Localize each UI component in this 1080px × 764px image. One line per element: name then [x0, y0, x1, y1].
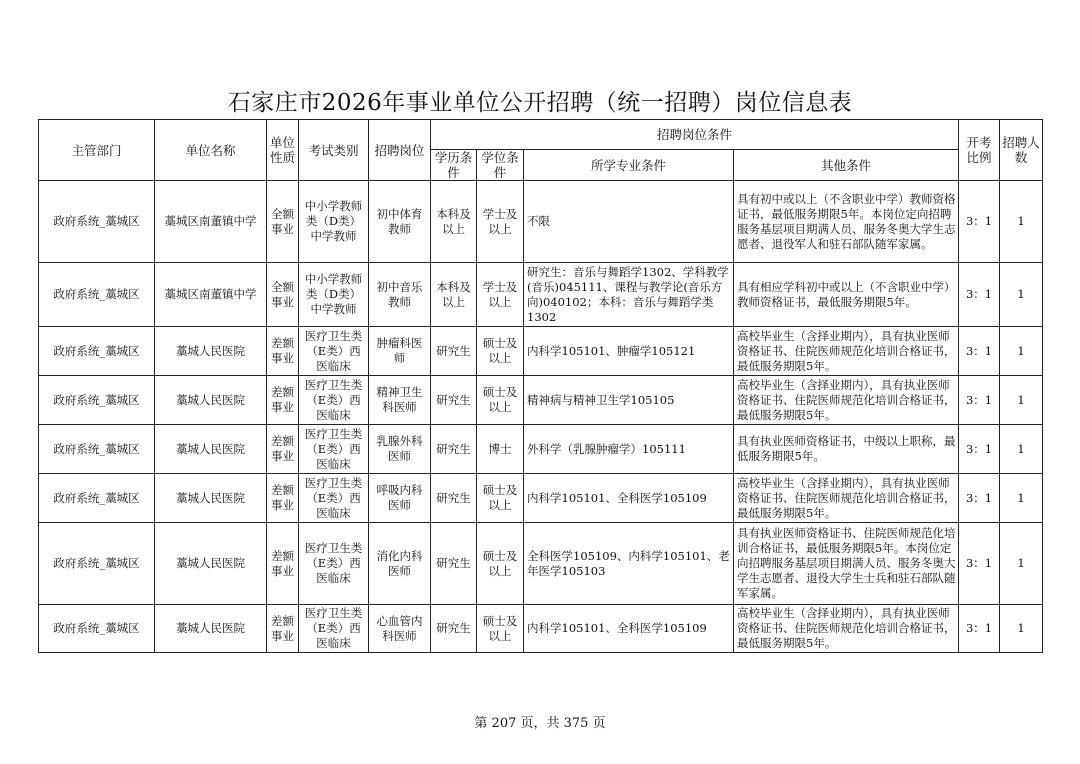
cell-category: 医疗卫生类（E类）西医临床	[299, 523, 369, 605]
table-row	[39, 327, 1043, 376]
cell-post: 心血管内科医师	[369, 605, 431, 653]
cell-degree: 博士	[477, 425, 524, 474]
cell-nature: 全额事业	[267, 181, 299, 263]
cell-unit: 藁城区南董镇中学	[155, 263, 267, 327]
cell-count: 1	[1000, 474, 1043, 523]
cell-edu: 研究生	[431, 605, 477, 653]
header-unit: 单位名称	[155, 120, 267, 181]
cell-edu: 研究生	[431, 425, 477, 474]
cell-degree: 学士及以上	[477, 263, 524, 327]
cell-dept: 政府系统_藁城区	[39, 425, 155, 474]
cell-count: 1	[1000, 376, 1043, 425]
header-count: 招聘人数	[1000, 120, 1043, 181]
header-dept: 主管部门	[39, 120, 155, 181]
cell-degree: 硕士及以上	[477, 523, 524, 605]
cell-dept: 政府系统_藁城区	[39, 474, 155, 523]
cell-dept: 政府系统_藁城区	[39, 523, 155, 605]
cell-category: 中小学教师类（D类）中学教师	[299, 263, 369, 327]
cell-other: 高校毕业生（含择业期内），具有执业医师资格证书、住院医师规范化培训合格证书，最低服务期限5年。	[734, 376, 959, 425]
cell-major: 全科医学105109、内科学105101、老年医学105103	[524, 523, 734, 605]
cell-ratio: 3：1	[959, 263, 1000, 327]
cell-post: 乳腺外科医师	[369, 425, 431, 474]
header-nature: 单位性质	[267, 120, 299, 181]
cell-post: 肿瘤科医师	[369, 327, 431, 376]
cell-edu: 本科及以上	[431, 181, 477, 263]
cell-nature: 全额事业	[267, 263, 299, 327]
cell-unit: 藁城区南董镇中学	[155, 181, 267, 263]
cell-category: 中小学教师类（D类）中学教师	[299, 181, 369, 263]
cell-major: 外科学（乳腺肿瘤学）105111	[524, 425, 734, 474]
header-post: 招聘岗位	[369, 120, 431, 181]
cell-major: 不限	[524, 181, 734, 263]
cell-other: 高校毕业生（含择业期内），具有执业医师资格证书、住院医师规范化培训合格证书，最低服务期限5年。	[734, 327, 959, 376]
cell-ratio: 3：1	[959, 605, 1000, 653]
cell-nature: 差额事业	[267, 605, 299, 653]
cell-degree: 硕士及以上	[477, 605, 524, 653]
cell-major: 内科学105101、肿瘤学105121	[524, 327, 734, 376]
cell-degree: 硕士及以上	[477, 327, 524, 376]
cell-ratio: 3：1	[959, 181, 1000, 263]
cell-degree: 学士及以上	[477, 181, 524, 263]
table-row	[39, 605, 1043, 653]
cell-unit: 藁城人民医院	[155, 474, 267, 523]
cell-other: 具有相应学科初中或以上（不含职业中学）教师资格证书，最低服务期限5年。	[734, 263, 959, 327]
cell-major: 精神病与精神卫生学105105	[524, 376, 734, 425]
cell-category: 医疗卫生类（E类）西医临床	[299, 425, 369, 474]
cell-ratio: 3：1	[959, 327, 1000, 376]
cell-unit: 藁城人民医院	[155, 605, 267, 653]
cell-count: 1	[1000, 523, 1043, 605]
page-footer: 第 207 页，共 375 页	[474, 716, 606, 731]
cell-category: 医疗卫生类（E类）西医临床	[299, 605, 369, 653]
header-ratio: 开考比例	[959, 120, 1000, 181]
cell-major: 研究生：音乐与舞蹈学1302、学科教学(音乐)045111、课程与教学论(音乐方向)040102；本科：音乐与舞蹈学类1302	[524, 263, 734, 327]
table-row	[39, 425, 1043, 474]
cell-post: 初中体育教师	[369, 181, 431, 263]
cell-count: 1	[1000, 425, 1043, 474]
cell-ratio: 3：1	[959, 376, 1000, 425]
cell-edu: 研究生	[431, 523, 477, 605]
cell-count: 1	[1000, 263, 1043, 327]
cell-nature: 差额事业	[267, 523, 299, 605]
header-other: 其他条件	[734, 150, 959, 181]
cell-count: 1	[1000, 181, 1043, 263]
cell-other: 具有执业医师资格证书，中级以上职称，最低服务期限5年。	[734, 425, 959, 474]
cell-other: 具有初中或以上（不含职业中学）教师资格证书，最低服务期限5年。本岗位定向招聘服务基层项目期满人员、服务冬奥大学生志愿者、退役军人和驻石部队随军家属。	[734, 181, 959, 263]
cell-unit: 藁城人民医院	[155, 327, 267, 376]
cell-dept: 政府系统_藁城区	[39, 327, 155, 376]
cell-category: 医疗卫生类（E类）西医临床	[299, 327, 369, 376]
header-category: 考试类别	[299, 120, 369, 181]
cell-other: 高校毕业生（含择业期内），具有执业医师资格证书、住院医师规范化培训合格证书，最低服务期限5年。	[734, 474, 959, 523]
cell-edu: 研究生	[431, 327, 477, 376]
job-info-table	[38, 119, 1043, 653]
cell-dept: 政府系统_藁城区	[39, 605, 155, 653]
cell-unit: 藁城人民医院	[155, 425, 267, 474]
cell-dept: 政府系统_藁城区	[39, 181, 155, 263]
cell-unit: 藁城人民医院	[155, 523, 267, 605]
cell-major: 内科学105101、全科医学105109	[524, 474, 734, 523]
page-title: 石家庄市2026年事业单位公开招聘（统一招聘）岗位信息表	[227, 90, 853, 116]
cell-edu: 研究生	[431, 474, 477, 523]
cell-post: 初中音乐教师	[369, 263, 431, 327]
cell-category: 医疗卫生类（E类）西医临床	[299, 474, 369, 523]
cell-post: 消化内科医师	[369, 523, 431, 605]
cell-major: 内科学105101、全科医学105109	[524, 605, 734, 653]
cell-count: 1	[1000, 327, 1043, 376]
cell-other: 具有执业医师资格证书、住院医师规范化培训合格证书，最低服务期限5年。本岗位定向招聘服务基层项目期满人员、服务冬奥大学生志愿者、退役大学生士兵和驻石部队随军家属。	[734, 523, 959, 605]
header-major: 所学专业条件	[524, 150, 734, 181]
cell-dept: 政府系统_藁城区	[39, 376, 155, 425]
cell-count: 1	[1000, 605, 1043, 653]
table-row	[39, 376, 1043, 425]
table-row	[39, 474, 1043, 523]
cell-edu: 本科及以上	[431, 263, 477, 327]
cell-post: 呼吸内科医师	[369, 474, 431, 523]
cell-dept: 政府系统_藁城区	[39, 263, 155, 327]
table-row	[39, 523, 1043, 605]
table-row	[39, 263, 1043, 327]
cell-nature: 差额事业	[267, 474, 299, 523]
cell-ratio: 3：1	[959, 474, 1000, 523]
cell-category: 医疗卫生类（E类）西医临床	[299, 376, 369, 425]
cell-post: 精神卫生科医师	[369, 376, 431, 425]
cell-edu: 研究生	[431, 376, 477, 425]
cell-other: 高校毕业生（含择业期内），具有执业医师资格证书、住院医师规范化培训合格证书，最低服务期限5年。	[734, 605, 959, 653]
header-conditions: 招聘岗位条件	[431, 120, 959, 150]
cell-degree: 硕士及以上	[477, 474, 524, 523]
cell-ratio: 3：1	[959, 425, 1000, 474]
table-row	[39, 181, 1043, 263]
cell-nature: 差额事业	[267, 327, 299, 376]
cell-degree: 硕士及以上	[477, 376, 524, 425]
header-degree: 学位条件	[477, 150, 524, 181]
cell-unit: 藁城人民医院	[155, 376, 267, 425]
cell-nature: 差额事业	[267, 425, 299, 474]
cell-nature: 差额事业	[267, 376, 299, 425]
cell-ratio: 3：1	[959, 523, 1000, 605]
header-edu: 学历条件	[431, 150, 477, 181]
